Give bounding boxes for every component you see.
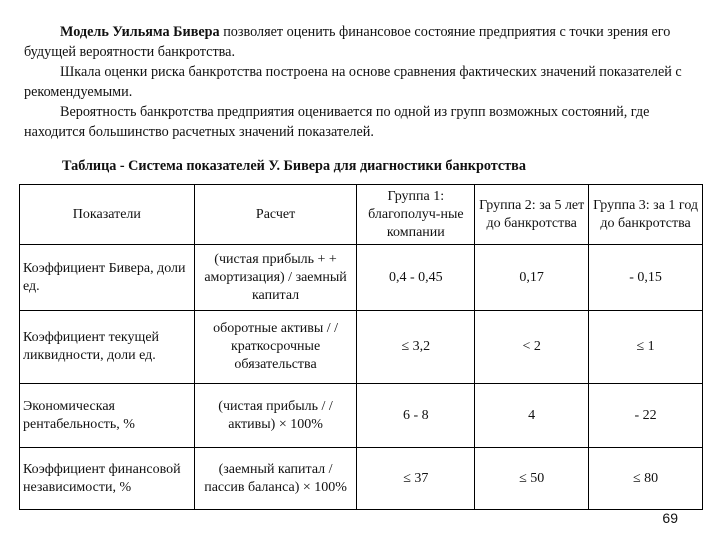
page-number: 69 (662, 510, 678, 526)
header-calc: Расчет (194, 185, 357, 245)
table-row (20, 448, 703, 510)
row-group-3-value: ≤ 1 (589, 311, 703, 384)
intro-paragraph-2: Шкала оценки риска банкротства построена на основе сравнения фактических значений показателей с рекомендуемыми. (24, 64, 682, 100)
row-calc: (чистая прибыль + + амортизация) / заемный капитал (194, 245, 357, 311)
header-group-2: Группа 2: за 5 лет до банкротства (475, 185, 589, 245)
row-group-3-value: - 22 (589, 384, 703, 448)
intro-paragraph-1-rest: позволяет оценить финансовое состояние предприятия с точки зрения его будущей вероятности банкротства. (24, 24, 671, 60)
row-calc: оборотные активы / / краткосрочные обязательства (194, 311, 357, 384)
row-indicator: Коэффициент финансовой независимости, % (20, 448, 195, 510)
beaver-indicators-table (19, 184, 703, 510)
table-caption: Таблица - Система показателей У. Бивера для диагностики банкротства (62, 158, 526, 174)
row-group-1-value: 0,4 - 0,45 (357, 245, 475, 311)
row-calc: (чистая прибыль / / активы) × 100% (194, 384, 357, 448)
row-group-2-value: 4 (475, 384, 589, 448)
table-row (20, 311, 703, 384)
row-indicator: Коэффициент Бивера, доли ед. (20, 245, 195, 311)
intro-text (24, 22, 704, 142)
table-row (20, 384, 703, 448)
row-group-1-value: ≤ 3,2 (357, 311, 475, 384)
row-group-2-value: 0,17 (475, 245, 589, 311)
row-group-1-value: ≤ 37 (357, 448, 475, 510)
table-row (20, 245, 703, 311)
header-group-3: Группа 3: за 1 год до банкротства (589, 185, 703, 245)
row-group-3-value: ≤ 80 (589, 448, 703, 510)
model-name: Модель Уильяма Бивера (60, 24, 220, 40)
row-group-2-value: ≤ 50 (475, 448, 589, 510)
table-header-row (20, 185, 703, 245)
intro-paragraph-1 (24, 22, 704, 62)
row-indicator: Экономическая рентабельность, % (20, 384, 195, 448)
row-group-2-value: < 2 (475, 311, 589, 384)
header-group-1: Группа 1: благополуч-ные компании (357, 185, 475, 245)
row-group-3-value: - 0,15 (589, 245, 703, 311)
row-indicator: Коэффициент текущей ликвидности, доли ед. (20, 311, 195, 384)
intro-paragraph-3: Вероятность банкротства предприятия оценивается по одной из групп возможных состояний, где находится большинство расчетных значений показателей. (24, 104, 650, 140)
row-calc: (заемный капитал / пассив баланса) × 100% (194, 448, 357, 510)
header-indicator: Показатели (20, 185, 195, 245)
row-group-1-value: 6 - 8 (357, 384, 475, 448)
